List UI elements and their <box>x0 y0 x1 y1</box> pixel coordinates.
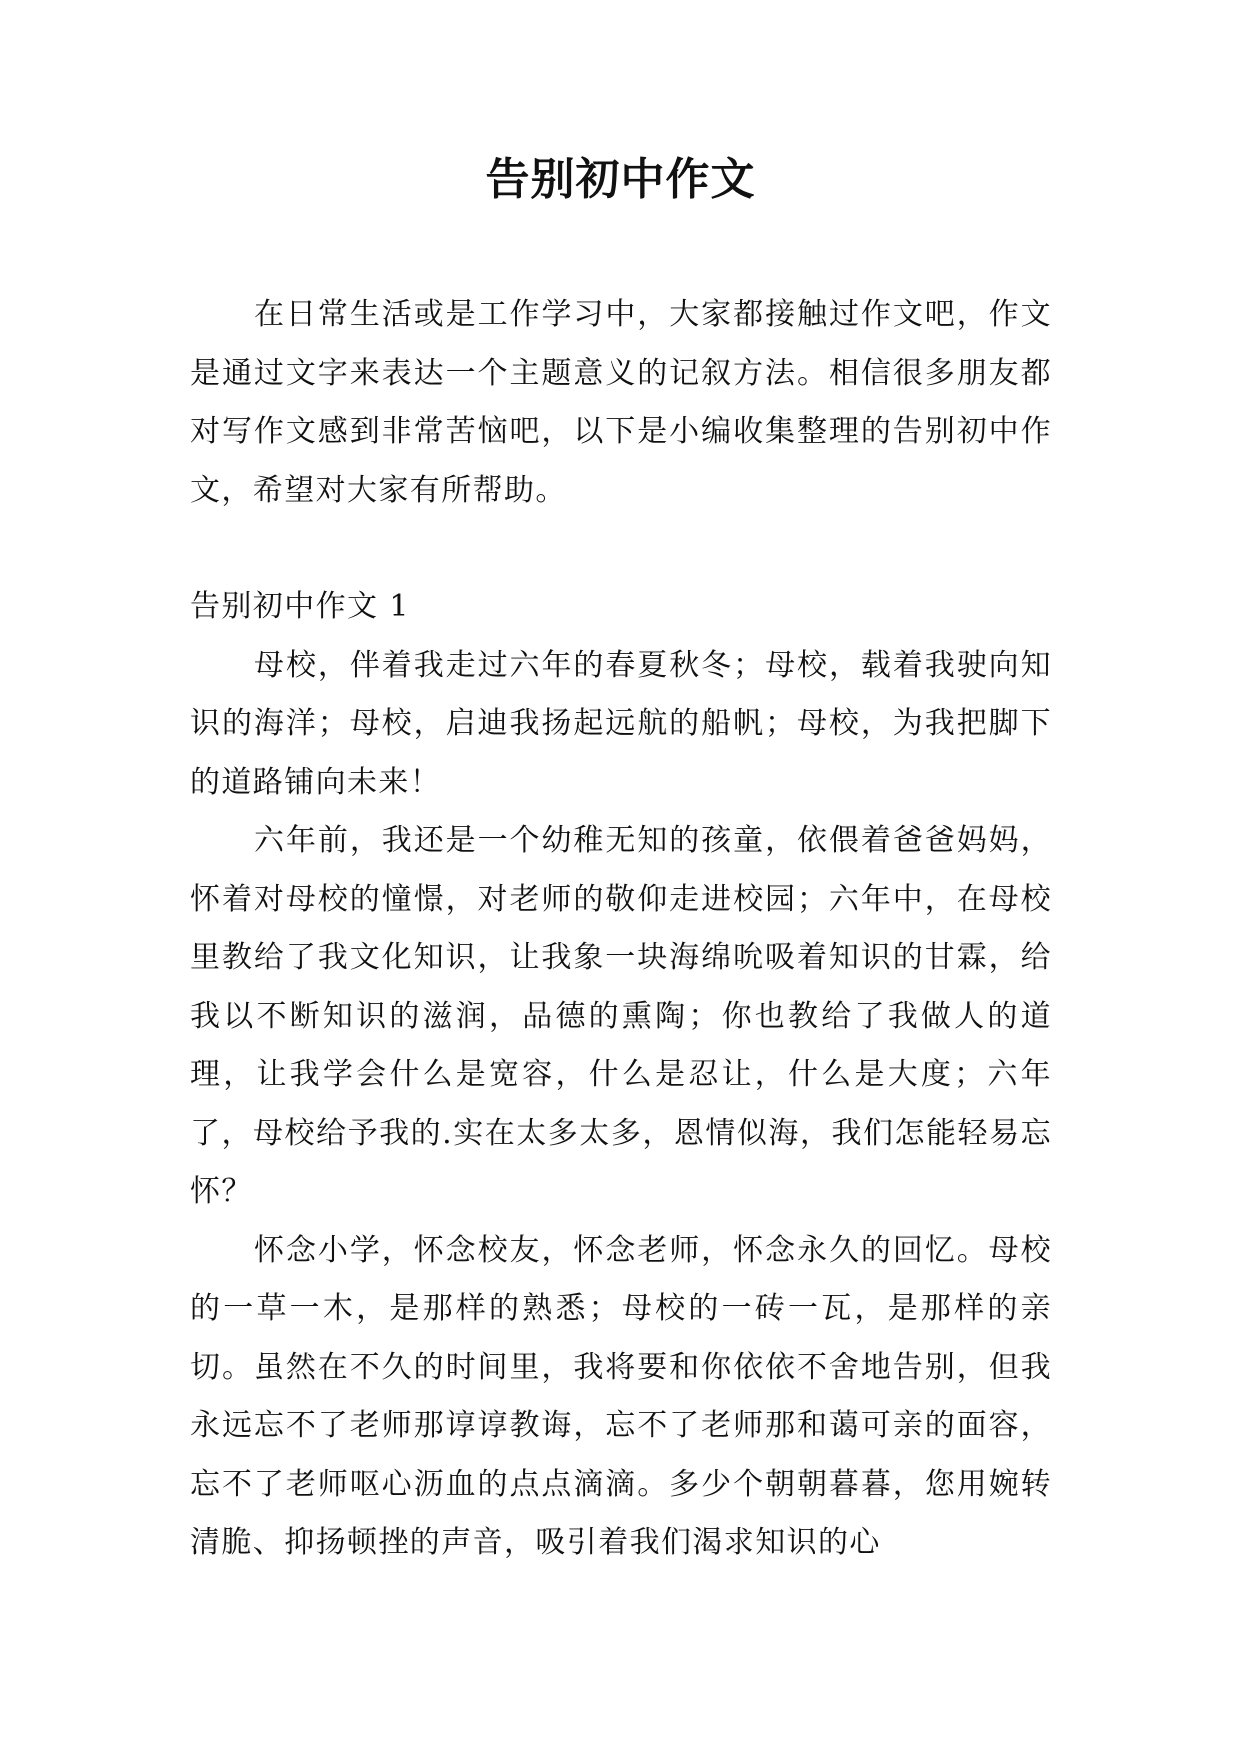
body-paragraph-3: 怀念小学，怀念校友，怀念老师，怀念永久的回忆。母校的一草一木，是那样的熟悉；母校的一砖一瓦，是那样的亲切。虽然在不久的时间里，我将要和你依依不舍地告别，但我永远忘不了老师那谆谆教诲，忘不了老师那和蔼可亲的面容，忘不了老师呕心沥血的点点滴滴。多少个朝朝暮暮，您用婉转清脆、抑扬顿挫的声音，吸引着我们渴求知识的心 <box>190 1232 1052 1560</box>
body-paragraph-1: 母校，伴着我走过六年的春夏秋冬；母校，载着我驶向知识的海洋；母校，启迪我扬起远航的船帆；母校，为我把脚下的道路铺向未来！ <box>190 647 1052 800</box>
section-heading: 告别初中作文 1 <box>190 589 410 624</box>
document-title: 告别初中作文 <box>485 154 756 205</box>
body-paragraph-2: 六年前，我还是一个幼稚无知的孩童，依偎着爸爸妈妈，怀着对母校的憧憬，对老师的敬仰走进校园；六年中，在母校里教给了我文化知识，让我象一块海绵吮吸着知识的甘霖，给我以不断知识的滋润，品德的熏陶；你也教给了我做人的道理，让我学会什么是宽容，什么是忍让，什么是大度；六年了，母校给予我的.实在太多太多，恩情似海，我们怎能轻易忘怀？ <box>190 823 1052 1209</box>
intro-paragraph: 在日常生活或是工作学习中，大家都接触过作文吧，作文是通过文字来表达一个主题意义的记叙方法。相信很多朋友都对写作文感到非常苦恼吧，以下是小编收集整理的告别初中作文，希望对大家有所帮助。 <box>190 297 1052 508</box>
document-body <box>190 286 1052 1573</box>
